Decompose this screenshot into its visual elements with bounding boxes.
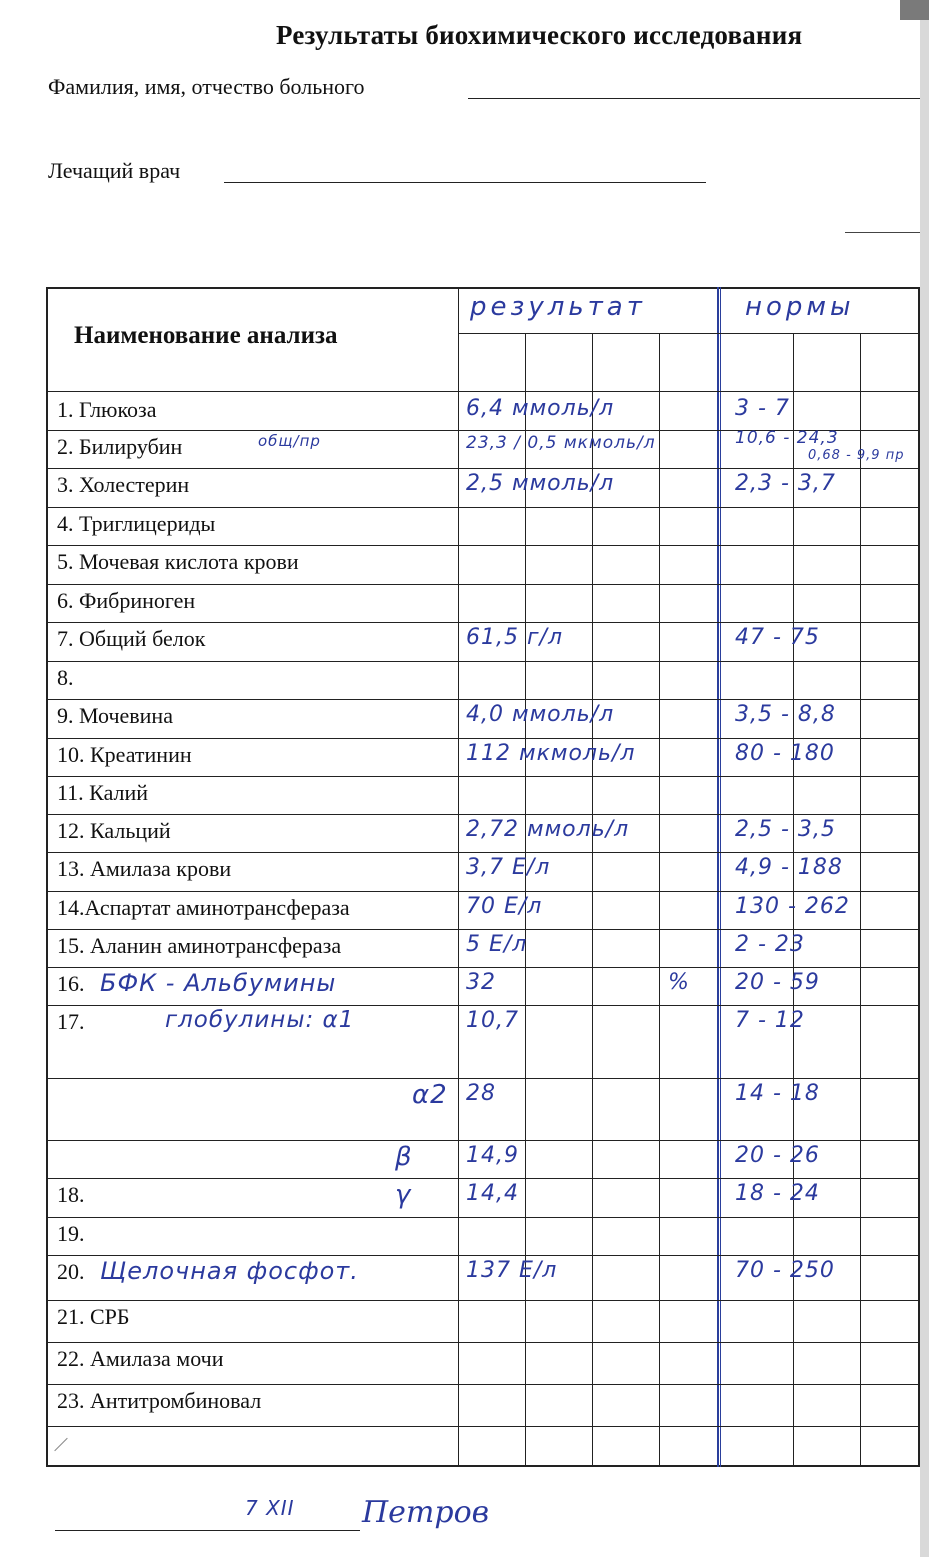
row-separator xyxy=(46,622,920,623)
norm-value[interactable]: 14 - 18 xyxy=(735,1081,820,1106)
form-title: Результаты биохимического исследования xyxy=(276,20,803,50)
handwritten-note: α2 xyxy=(412,1080,448,1110)
result-value[interactable]: 10,7 xyxy=(466,1008,519,1033)
norm-value[interactable]: 2,3 - 3,7 xyxy=(735,471,836,496)
doctor-field[interactable] xyxy=(224,182,706,183)
analysis-name: 5. Мочевая кислота крови xyxy=(57,549,299,574)
norm-value[interactable]: 80 - 180 xyxy=(735,741,835,766)
signature-line[interactable] xyxy=(55,1530,360,1531)
analysis-name: 22. Амилаза мочи xyxy=(57,1346,224,1371)
analysis-name: 17. xyxy=(57,1009,85,1034)
norm-value[interactable]: 130 - 262 xyxy=(735,894,850,919)
result-value[interactable]: 6,4 ммоль/л xyxy=(466,396,615,421)
analysis-name: 20. xyxy=(57,1259,85,1284)
analysis-name: 14.Аспартат аминотрансфераза xyxy=(57,895,350,920)
result-column-header: результат xyxy=(470,292,646,322)
column-line xyxy=(458,333,459,1467)
handwritten-note: глобулины: α1 xyxy=(165,1007,355,1033)
name-column-header: Наименование анализа xyxy=(74,322,338,349)
redaction-mark xyxy=(92,1186,322,1212)
norm-value[interactable]: 2 - 23 xyxy=(735,932,805,957)
row-separator xyxy=(46,814,920,815)
handwritten-note: общ/пр xyxy=(258,432,321,450)
redaction-mark xyxy=(110,1088,340,1118)
result-value[interactable]: 2,72 ммоль/л xyxy=(466,817,630,842)
row-separator xyxy=(46,891,920,892)
row-separator xyxy=(46,1178,920,1179)
analysis-name: 12. Кальций xyxy=(57,818,171,843)
handwritten-note: Щелочная фосфот. xyxy=(100,1257,359,1285)
row-separator xyxy=(46,1078,920,1079)
row-separator xyxy=(46,699,920,700)
column-line xyxy=(659,333,660,1467)
analysis-name: 15. Аланин аминотрансфераза xyxy=(57,933,342,958)
header-mid-rule xyxy=(458,333,920,334)
norm-value[interactable]: 20 - 59 xyxy=(735,970,820,995)
blank-line xyxy=(845,232,920,233)
result-value[interactable]: 14,4 xyxy=(466,1181,519,1206)
analysis-name: 19. xyxy=(57,1221,85,1246)
result-value[interactable]: 23,3 / 0,5 мкмоль/л xyxy=(466,433,656,453)
row-separator xyxy=(46,1426,920,1427)
norm-value[interactable]: 2,5 - 3,5 xyxy=(735,817,836,842)
analysis-name: 11. Калий xyxy=(57,780,149,805)
norm-value[interactable]: 20 - 26 xyxy=(735,1143,820,1168)
row-separator xyxy=(46,507,920,508)
row-separator xyxy=(46,738,920,739)
norm-value[interactable]: 7 - 12 xyxy=(735,1008,805,1033)
analysis-name: 7. Общий белок xyxy=(57,626,206,651)
doctor-label: Лечащий врач xyxy=(48,158,181,183)
column-divider-rule xyxy=(717,287,721,1467)
signature-handwritten: Петров xyxy=(362,1495,490,1530)
handwritten-note: γ xyxy=(395,1180,412,1210)
analysis-name: 1. Глюкоза xyxy=(57,397,157,422)
patient-name-label: Фамилия, имя, отчество больного xyxy=(48,74,365,99)
analysis-name: 23. Антитромбиновал xyxy=(57,1388,262,1413)
norm-value[interactable]: 10,6 - 24,3 xyxy=(735,428,839,448)
analysis-name: 4. Триглицериды xyxy=(57,511,216,536)
result-value[interactable]: 5 Е/л xyxy=(466,932,528,957)
analysis-name: 8. xyxy=(57,665,74,690)
norm-value[interactable]: 18 - 24 xyxy=(735,1181,820,1206)
page-edge xyxy=(920,0,929,1557)
analysis-name: 9. Мочевина xyxy=(57,703,173,728)
row-separator xyxy=(46,545,920,546)
row-separator xyxy=(46,1300,920,1301)
norm-value[interactable]: 70 - 250 xyxy=(735,1258,835,1283)
date-note: 7 XII xyxy=(245,1496,295,1520)
row-separator xyxy=(46,1342,920,1343)
analysis-name: 21. СРБ xyxy=(57,1304,130,1329)
patient-name-field[interactable] xyxy=(468,98,920,99)
result-value[interactable]: 112 мкмоль/л xyxy=(466,741,636,766)
norm-value[interactable]: 3,5 - 8,8 xyxy=(735,702,836,727)
column-line xyxy=(592,333,593,1467)
redaction-mark xyxy=(70,1150,320,1176)
row-separator xyxy=(46,776,920,777)
row-separator xyxy=(46,584,920,585)
redaction-mark xyxy=(88,668,388,694)
page-corner-shadow xyxy=(900,0,929,20)
row-separator xyxy=(46,1217,920,1218)
column-line xyxy=(860,333,861,1467)
row-separator xyxy=(46,1140,920,1141)
column-line xyxy=(458,287,459,333)
analysis-name: 10. Креатинин xyxy=(57,742,192,767)
analysis-name: 18. xyxy=(57,1182,85,1207)
result-value[interactable]: 28 xyxy=(466,1081,496,1106)
result-value[interactable]: 3,7 Е/л xyxy=(466,855,551,880)
handwritten-note: β xyxy=(395,1142,413,1172)
norm-value[interactable]: 47 - 75 xyxy=(735,625,820,650)
row-separator xyxy=(46,1384,920,1385)
analysis-name: 6. Фибриноген xyxy=(57,588,196,613)
result-value[interactable]: 2,5 ммоль/л xyxy=(466,471,615,496)
analysis-name: 16. xyxy=(57,971,85,996)
row-separator xyxy=(46,852,920,853)
analysis-name: 13. Амилаза крови xyxy=(57,856,232,881)
row-separator xyxy=(46,929,920,930)
row-separator xyxy=(46,468,920,469)
result-value[interactable]: 14,9 xyxy=(466,1143,519,1168)
analysis-name: 3. Холестерин xyxy=(57,472,190,497)
header-bottom-rule xyxy=(46,391,920,392)
result-value[interactable]: 61,5 г/л xyxy=(466,625,564,650)
result-value[interactable]: 70 Е/л xyxy=(466,894,543,919)
norm-value[interactable]: 4,9 - 188 xyxy=(735,855,843,880)
handwritten-note: БФК - Альбумины xyxy=(100,969,337,997)
analysis-name: 2. Билирубин xyxy=(57,434,183,459)
result-value[interactable]: 137 Е/л xyxy=(466,1258,558,1283)
row-separator xyxy=(46,661,920,662)
result-value[interactable]: 4,0 ммоль/л xyxy=(466,702,615,727)
norm-note: 0,68 - 9,9 пр xyxy=(808,448,905,463)
result-value[interactable]: 32 xyxy=(466,970,496,995)
norm-column-header: нормы xyxy=(745,292,855,322)
norm-value[interactable]: 3 - 7 xyxy=(735,396,790,421)
result-unit: % xyxy=(668,970,690,995)
